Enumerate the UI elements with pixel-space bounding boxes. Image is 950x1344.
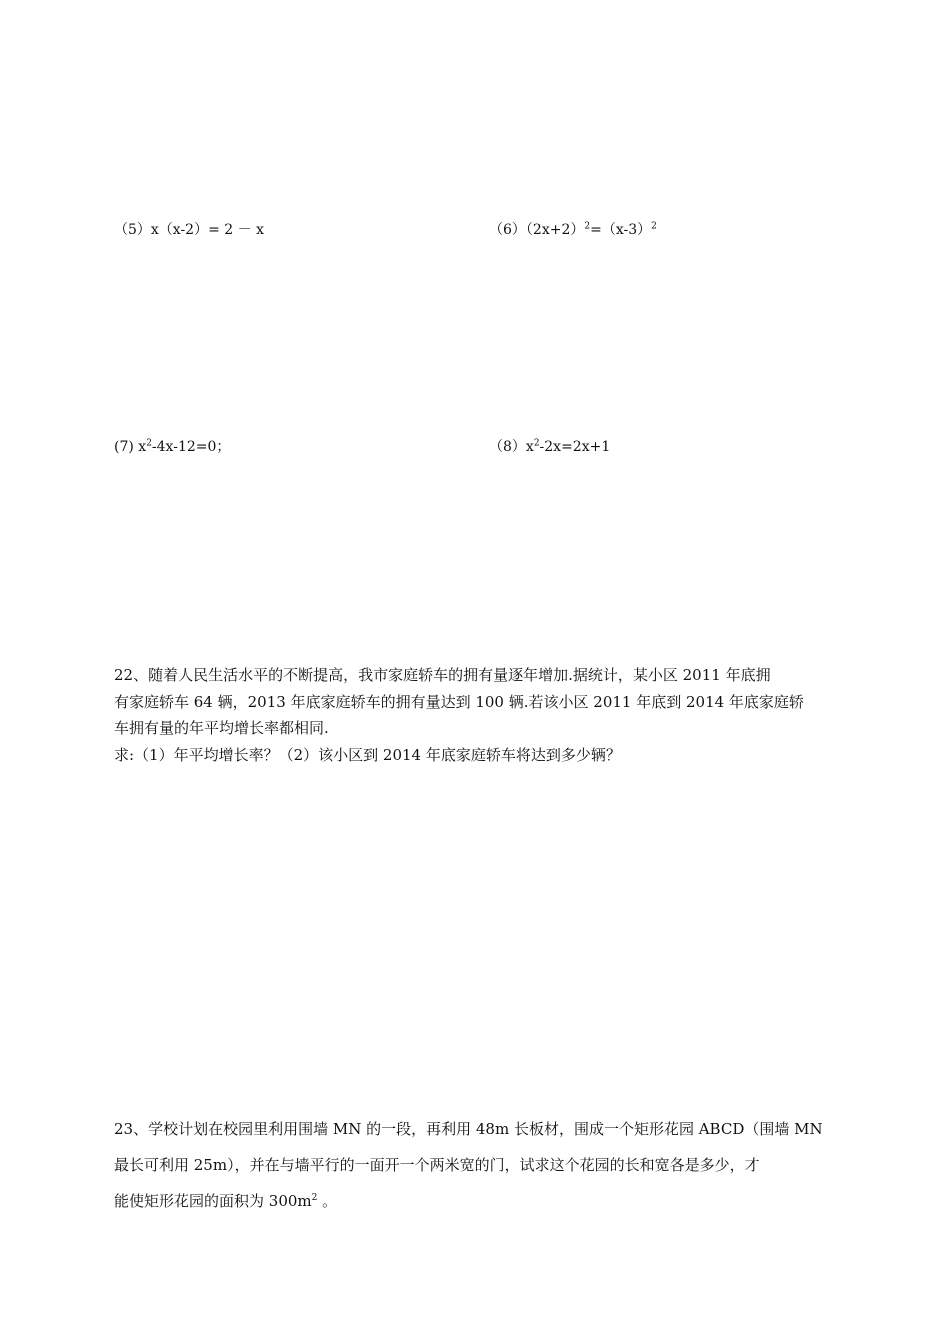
equation-7-right: -4x-12=0； [151,439,231,455]
equation-8-exponent: 2 [533,438,540,449]
equation-6-exponent-1: 2 [584,221,591,232]
problem-23-line [114,1183,844,1219]
equation-5-text: （5）x（x-2）= 2 － x [114,222,264,238]
problem-22-question: 求:（1）年平均增长率？（2）该小区到 2014 年底家庭轿车将达到多少辆？ [114,745,621,764]
equation-7-exponent: 2 [146,438,152,449]
problem-23-area-text: 能使矩形花园的面积为 300m [114,1192,312,1210]
equation-6-exponent-2: 2 [651,221,657,232]
equation-5 [114,221,264,239]
equation-8-right: -2x=2x+1 [539,439,611,455]
problem-23-line: 最长可利用 25m），并在与墙平行的一面开一个两米宽的门，试求这个花园的长和宽各是多少，才 [114,1156,760,1174]
problem-23-area-exponent: 2 [311,1193,318,1203]
problem-22-line: 有家庭轿车 64 辆，2013 年底家庭轿车的拥有量达到 100 辆.若该小区 2011 年底到 2014 年底家庭轿 [114,692,804,711]
equation-8 [489,438,610,456]
problem-22 [114,662,844,768]
equation-7 [114,438,230,456]
problem-23-line: 23、学校计划在校园里利用围墙 MN 的一段，再利用 48m 长板材，围成一个矩形花园 ABCD（围墙 MN [114,1120,823,1138]
equation-8-left: （8）x [489,439,534,455]
equation-6-right: =（x-3） [590,222,652,238]
problem-23-end: 。 [317,1192,338,1210]
problem-22-line: 22、随着人民生活水平的不断提高，我市家庭轿车的拥有量逐年增加.据统计，某小区 2011 年底拥 [114,666,771,684]
equation-6-left: （6）（2x+2） [489,222,585,238]
equation-7-left: (7) x [114,439,147,455]
problem-22-line: 车拥有量的年平均增长率都相同. [114,719,329,737]
equation-6 [489,221,657,239]
problem-23 [114,1111,844,1219]
